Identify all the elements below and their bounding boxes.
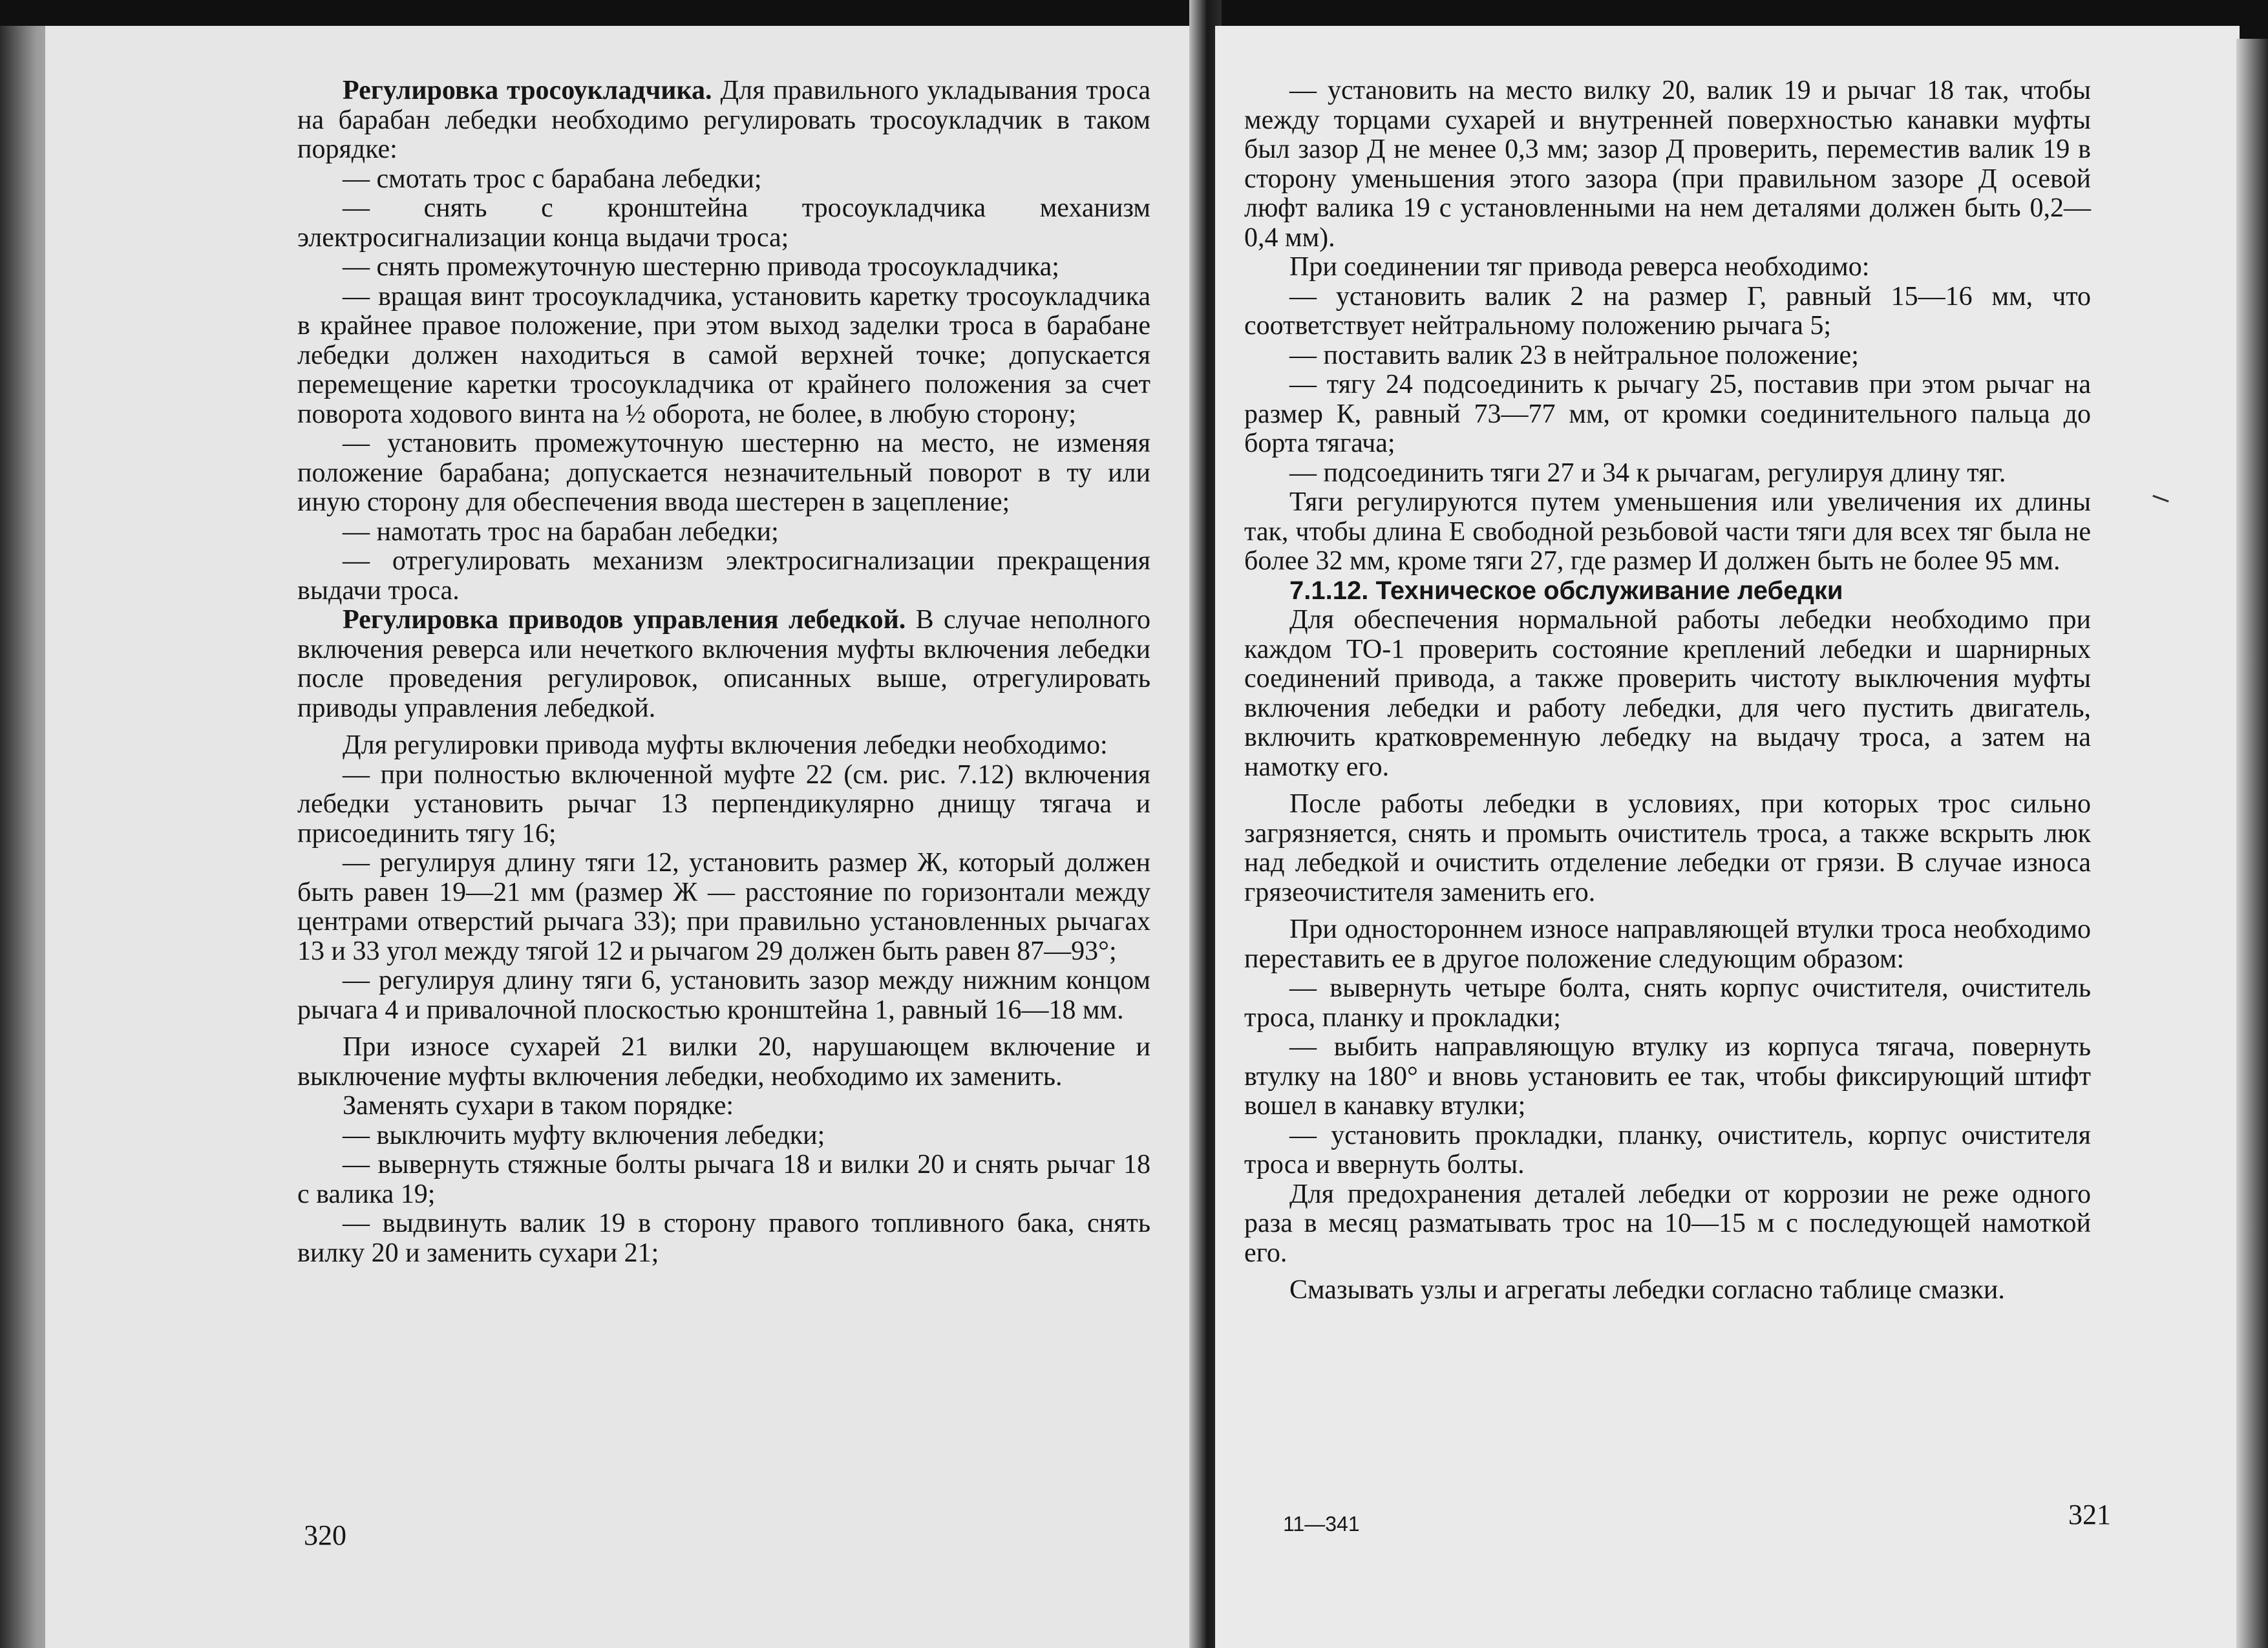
paragraph: Регулировка приводов управления лебедкой. В случае неполного включения реверса или нечеткого включения муфты включения лебедки после проведения регулировок, описанных выше, отрегулировать приводы управления лебедкой. [297,605,1150,723]
paragraph: — установить промежуточную шестерню на место, не изменяя положение барабана; допускается незначительный поворот в ту или иную сторону для обеспечения ввода шестерен в зацепление; [297,428,1150,517]
paragraph: — снять с кронштейна тросоукладчика механизм электросигнализации конца выдачи троса; [297,193,1150,253]
paragraph: — регулируя длину тяги 6, установить зазор между нижним концом рычага 4 и привалочной плоскостью кронштейна 1, равный 16—18 мм. [297,966,1150,1025]
paragraph: — подсоединить тяги 27 и 34 к рычагам, регулируя длину тяг. [1289,458,2006,488]
paragraph: — вывернуть четыре болта, снять корпус очистителя, очиститель троса, планку и прокладки; [1244,973,2091,1033]
paragraph: — поставить валик 23 в нейтральное положение; [1289,340,1859,370]
paragraph: После работы лебедки в условиях, при которых трос сильно загрязняется, снять и промыть очиститель троса, а также вскрыть люк над лебедкой и очистить отделение лебедки от грязи. В случае износа грязеочистителя заменить его. [1244,789,2091,907]
left-page-text [297,76,1150,1268]
paragraph: Тяги регулируются путем уменьшения или увеличения их длины так, чтобы длина Е свободной резьбовой части тяги для всех тяг была не более 32 мм, кроме тяги 27, где размер И должен быть не более 95 мм. [1244,487,2091,576]
paragraph: — выбить направляющую втулку из корпуса тягача, повернуть втулку на 180° и вновь установить ее так, чтобы фиксирующий штифт вошел в канавку втулки; [1244,1032,2091,1121]
paragraph: — вывернуть стяжные болты рычага 18 и вилки 20 и снять рычаг 18 с валика 19; [297,1150,1150,1209]
paragraph: Смазывать узлы и агрегаты лебедки согласно таблице смазки. [1289,1275,2005,1305]
paragraph: — установить валик 2 на размер Г, равный 15—16 мм, что соответствует нейтральному положению рычага 5; [1244,281,2091,341]
paragraph: Для предохранения деталей лебедки от коррозии не реже одного раза в месяц разматывать трос на 10—15 м с последующей намоткой его. [1244,1179,2091,1268]
right-page-text [1244,76,2091,1305]
paragraph: При износе сухарей 21 вилки 20, нарушающем включение и выключение муфты включения лебедки, необходимо их заменить. [297,1032,1150,1092]
section-heading: 7.1.12. Техническое обслуживание лебедки [1289,576,1843,605]
paragraph: Заменять сухари в таком порядке: [343,1091,734,1121]
page-number-left: 320 [304,1519,346,1551]
paragraph: — установить прокладки, планку, очиститель, корпус очистителя троса и ввернуть болты. [1244,1120,2091,1179]
paragraph: Для обеспечения нормальной работы лебедки необходимо при каждом ТО-1 проверить состояние креплений лебедки и шарнирных соединений привода, а также проверить чистоту выключения муфты включения лебедки и работу лебедки, для чего пустить двигатель, включить кратковременную лебедку на выдачу троса, а затем на намотку его. [1244,605,2091,782]
paragraph: — регулируя длину тяги 12, установить размер Ж, который должен быть равен 19—21 мм (размер Ж — расстояние по горизонтали между центрами отверстий рычага 33); при правильно установленных рычагах 13 и 33 угол между тягой 12 и рычагом 29 должен быть равен 87—93°; [297,848,1150,966]
paragraph: — намотать трос на барабан лебедки; [343,516,779,547]
paragraph: — установить на место вилку 20, валик 19 и рычаг 18 так, чтобы между торцами сухарей и внутренней поверхностью канавки муфты был зазор Д не менее 0,3 мм; зазор Д проверить, переместив валик 19 в сторону уменьшения этого зазора (при правильном зазоре Д осевой люфт валика 19 с установленными на нем деталями должен быть 0,2—0,4 мм). [1244,76,2091,253]
paragraph: Регулировка тросоукладчика. Для правильного укладывания троса на барабан лебедки необходимо регулировать тросоукладчик в таком порядке: [297,76,1151,164]
page-stack-edge-right [2236,39,2268,1648]
page-number-right: 321 [2068,1499,2111,1530]
paragraph: — смотать трос с барабана лебедки; [343,164,762,194]
paragraph: — вращая винт тросоукладчика, установить каретку тросоукладчика в крайнее правое положение, при этом выход заделки троса в барабане лебедки должен находиться в самой верхней точке; допускается перемещение каретки тросоукладчика от крайнего положения за счет поворота ходового винта на ½ оборота, не более, в любую сторону; [297,281,1150,429]
paragraph: При одностороннем износе направляющей втулки троса необходимо переставить ее в другое положение следующим образом: [1244,914,2091,974]
paragraph: Для регулировки привода муфты включения лебедки необходимо: [343,730,1108,760]
paragraph: При соединении тяг привода реверса необходимо: [1289,252,1870,282]
paragraph: — выключить муфту включения лебедки; [343,1120,825,1150]
printer-signature: 11—341 [1283,1512,1360,1536]
paragraph: — снять промежуточную шестерню привода тросоукладчика; [343,252,1059,282]
paragraph: — при полностью включенной муфте 22 (см. рис. 7.12) включения лебедки установить рычаг 13 перпендикулярно днищу тягача и присоединить тягу 16; [297,759,1150,849]
paragraph: — тягу 24 подсоединить к рычагу 25, поставив при этом рычаг на размер К, равный 73—77 мм, от кромки соединительного пальца до борта тягача; [1244,370,2091,458]
paragraph: — отрегулировать механизм электросигнализации прекращения выдачи троса. [297,546,1150,606]
paragraph: — выдвинуть валик 19 в сторону правого топливного бака, снять вилку 20 и заменить сухари 21; [297,1209,1150,1268]
